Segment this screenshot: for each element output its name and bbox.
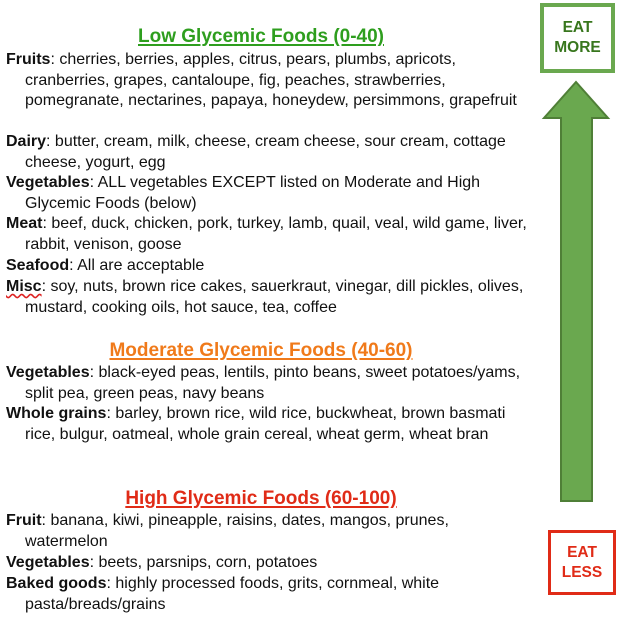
eat-more-line2: MORE	[554, 39, 601, 56]
moderate-glycemic-title: Moderate Glycemic Foods (40-60)	[109, 340, 413, 361]
eat-more-line1: EAT	[562, 19, 593, 36]
eat-less-badge	[548, 530, 616, 595]
high-glycemic-title: High Glycemic Foods (60-100)	[125, 488, 397, 509]
low-seafood-entry: Seafood: All are acceptable	[6, 257, 205, 274]
low-vegetables-entry: Vegetables: ALL vegetables EXCEPT listed on Moderate and High Glycemic Foods (below)	[6, 174, 481, 212]
up-arrow-icon	[540, 80, 612, 505]
eat-less-line2: LESS	[561, 563, 603, 581]
eat-more-badge	[540, 3, 615, 73]
low-misc-entry: Misc: soy, nuts, brown rice cakes, sauerkraut, vinegar, dill pickles, olives, mustard, cooking oils, hot sauce, tea, coffee	[6, 278, 524, 316]
high-vegetables-entry: Vegetables: beets, parsnips, corn, potatoes	[6, 554, 318, 571]
high-baked-goods-entry: Baked goods: highly processed foods, grits, cornmeal, white pasta/breads/grains	[6, 575, 440, 613]
low-meat-entry: Meat: beef, duck, chicken, pork, turkey, lamb, quail, veal, wild game, liver, rabbit, venison, goose	[6, 215, 527, 253]
high-fruit-entry: Fruit: banana, kiwi, pineapple, raisins, dates, mangos, prunes, watermelon	[6, 512, 449, 550]
eat-less-line1: EAT	[567, 543, 597, 561]
low-fruits-entry: Fruits: cherries, berries, apples, citrus, pears, plumbs, apricots, cranberries, grapes, cantaloupe, fig, peaches, strawberries, pomegranate, nectarines, papaya, honeydew, persimmons, grapefruit	[6, 51, 517, 109]
moderate-whole-grains-entry: Whole grains: barley, brown rice, wild rice, buckwheat, brown basmati rice, bulgur, oatmeal, whole grain cereal, wheat germ, wheat bran	[6, 405, 506, 443]
moderate-vegetables-entry: Vegetables: black-eyed peas, lentils, pinto beans, sweet potatoes/yams, split pea, green peas, navy beans	[6, 364, 521, 402]
low-dairy-entry: Dairy: butter, cream, milk, cheese, cream cheese, sour cream, cottage cheese, yogurt, egg	[6, 133, 506, 171]
low-glycemic-title: Low Glycemic Foods (0-40)	[138, 26, 384, 47]
